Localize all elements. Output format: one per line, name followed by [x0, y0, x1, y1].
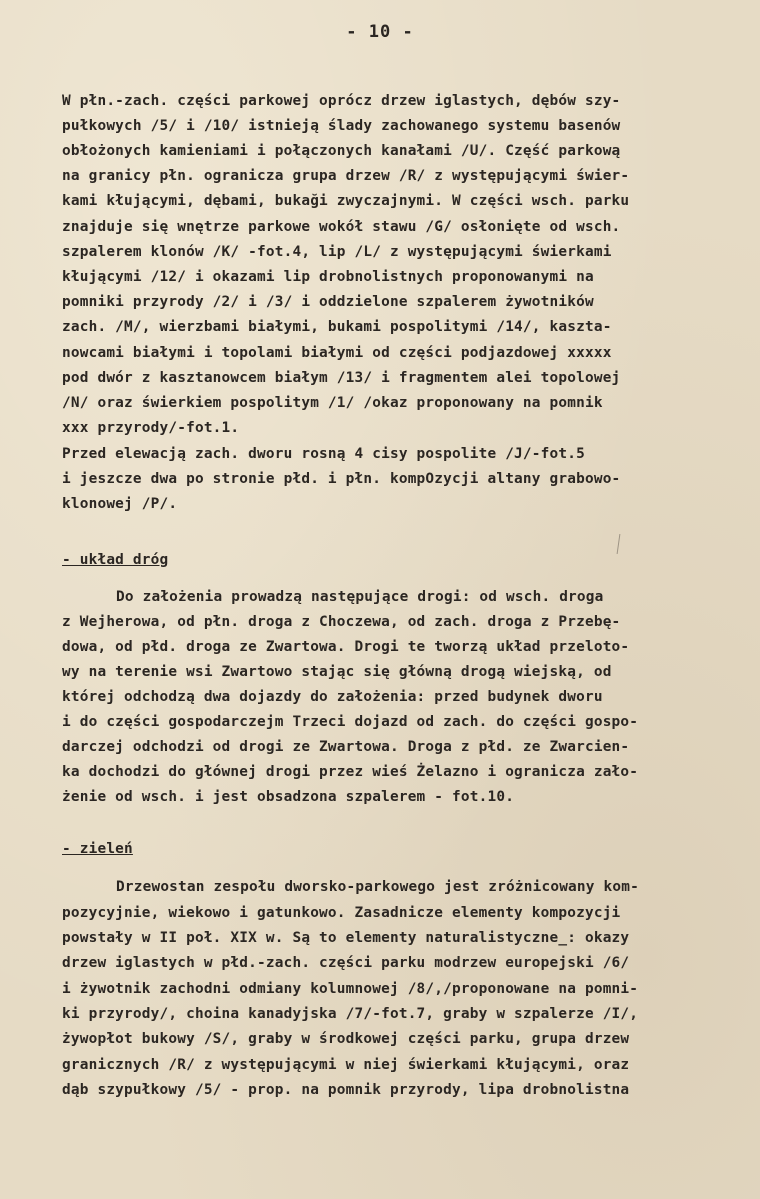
text-line: i żywotnik zachodni odmiany kolumnowej /8/,/proponowane na pomni-: [62, 981, 639, 997]
text-line: pomniki przyrody /2/ i /3/ i oddzielone szpalerem żywotników: [62, 294, 594, 310]
text-line: i jeszcze dwa po stronie płd. i płn. kompOzycji altany grabowo-: [62, 471, 621, 487]
text-line: W płn.-zach. części parkowej oprócz drzew iglastych, dębów szy-: [62, 93, 621, 109]
text-line: granicznych /R/ z występującymi w niej świerkami kłującymi, oraz: [62, 1057, 630, 1073]
text-line: której odchodzą dwa dojazdy do założenia: przed budynek dworu: [62, 689, 603, 705]
text-line: żenie od wsch. i jest obsadzona szpalerem - fot.10.: [62, 789, 515, 805]
pencil-mark: [617, 534, 621, 554]
text-line: zach. /M/, wierzbami białymi, bukami pospolitymi /14/, kaszta-: [62, 319, 612, 335]
page-number: - 10 -: [346, 22, 414, 42]
text-line: i do części gospodarczejm Trzeci dojazd od zach. do części gospo-: [62, 714, 639, 730]
text-line: kami kłującymi, dębami, bukaği zwyczajnymi. W części wsch. parku: [62, 193, 630, 209]
text-line: ka dochodzi do głównej drogi przez wieś Żelazno i ogranicza zało-: [62, 764, 639, 780]
text-line: klonowej /P/.: [62, 496, 178, 512]
text-line: dowa, od płd. droga ze Zwartowa. Drogi te tworzą układ przeloto-: [62, 639, 630, 655]
text-line: dąb szypułkowy /5/ - prop. na pomnik przyrody, lipa drobnolistna: [62, 1082, 630, 1098]
text-line: Do założenia prowadzą następujące drogi: od wsch. droga: [116, 589, 604, 605]
text-line: pułkowych /5/ i /10/ istnieją ślady zachowanego systemu basenów: [62, 118, 621, 134]
text-line: z Wejherowa, od płn. droga z Choczewa, od zach. droga z Przebę-: [62, 614, 621, 630]
text-line: żywopłot bukowy /S/, graby w środkowej części parku, grupa drzew: [62, 1031, 630, 1047]
text-line: powstały w II poł. XIX w. Są to elementy naturalistyczne_: okazy: [62, 930, 630, 946]
text-line: Przed elewacją zach. dworu rosną 4 cisy pospolite /J/-fot.5: [62, 446, 585, 462]
text-line: ki przyrody/, choina kanadyjska /7/-fot.7, graby w szpalerze /I/,: [62, 1006, 639, 1022]
text-line: Drzewostan zespołu dworsko-parkowego jest zróżnicowany kom-: [116, 879, 639, 895]
text-line: obłożonych kamieniami i połączonych kanałami /U/. Część parkową: [62, 143, 621, 159]
text-line: pod dwór z kasztanowcem białym /13/ i fragmentem alei topolowej: [62, 370, 621, 386]
text-line: kłującymi /12/ i okazami lip drobnolistnych proponowanymi na: [62, 269, 594, 285]
text-line: pozycyjnie, wiekowo i gatunkowo. Zasadnicze elementy kompozycji: [62, 905, 621, 921]
section-heading-roads: - układ dróg: [62, 552, 169, 568]
text-line: nowcami białymi i topolami białymi od części podjazdowej xxxxx: [62, 345, 612, 361]
text-line: /N/ oraz świerkiem pospolitym /1/ /okaz proponowany na pomnik: [62, 395, 603, 411]
text-line: darczej odchodzi od drogi ze Zwartowa. Droga z płd. ze Zwarcien-: [62, 739, 630, 755]
text-line: wy na terenie wsi Zwartowo stając się główną drogą wiejską, od: [62, 664, 612, 680]
text-line: drzew iglastych w płd.-zach. części parku modrzew europejski /6/: [62, 955, 630, 971]
text-line: na granicy płn. ogranicza grupa drzew /R/ z występującymi świer-: [62, 168, 630, 184]
text-line: znajduje się wnętrze parkowe wokół stawu /G/ osłonięte od wsch.: [62, 219, 621, 235]
section-heading-greenery: - zieleń: [62, 841, 133, 857]
text-line: szpalerem klonów /K/ -fot.4, lip /L/ z występującymi świerkami: [62, 244, 612, 260]
text-line: xxx przyrody/-fot.1.: [62, 420, 240, 436]
